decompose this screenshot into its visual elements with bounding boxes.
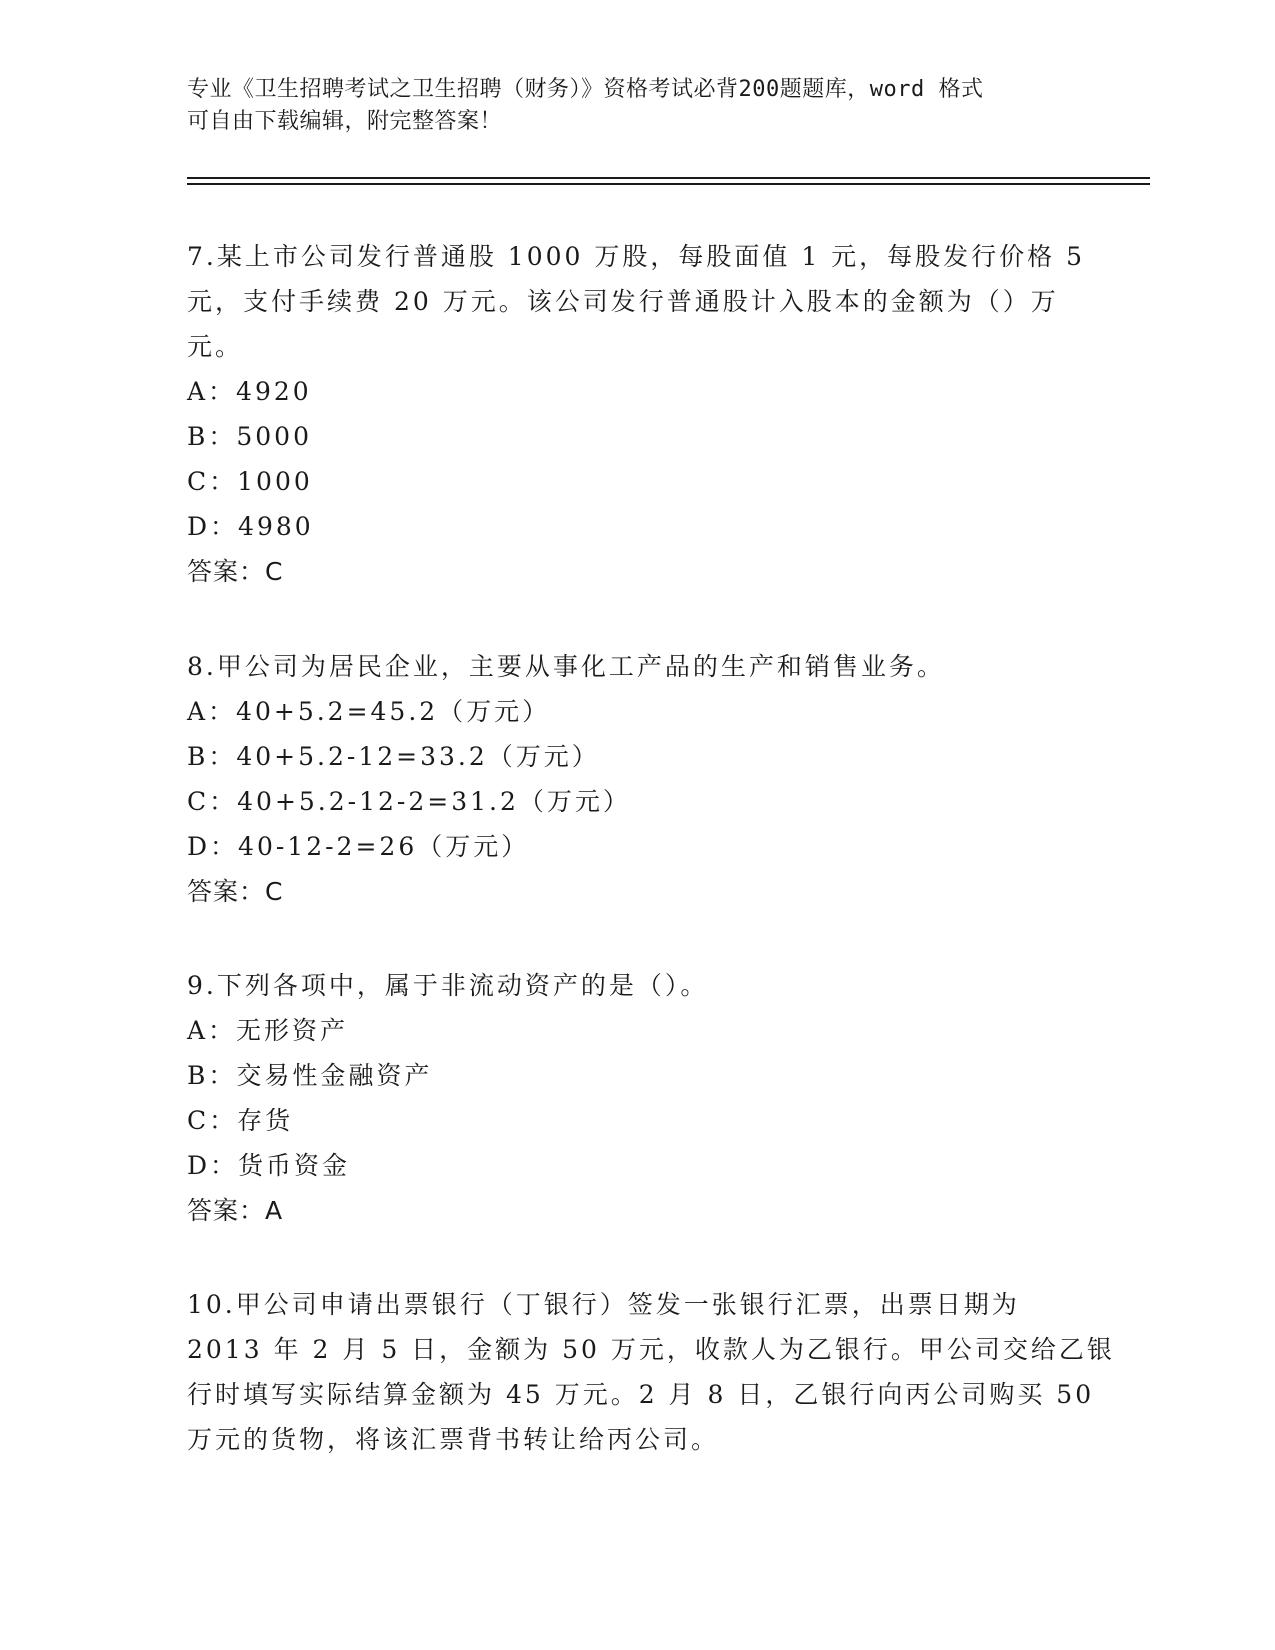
option-d: D：40-12-2=26（万元） (187, 832, 530, 861)
option-c: C：1000 (187, 467, 313, 496)
question-stem-line: 元。 (187, 332, 244, 361)
question-stem-line: 8.甲公司为居民企业，主要从事化工产品的生产和销售业务。 (187, 652, 945, 681)
question-7 (187, 234, 1087, 594)
question-10 (187, 1282, 1115, 1462)
option-b: B：交易性金融资产 (187, 1061, 433, 1090)
header-divider-bottom (187, 183, 1150, 185)
question-stem-line: 9.下列各项中，属于非流动资产的是（）。 (187, 971, 709, 1000)
answer-label: 答案：C (187, 877, 284, 906)
option-a: A：无形资产 (187, 1016, 349, 1045)
answer-label: 答案：A (187, 1196, 284, 1225)
header-divider-top (187, 177, 1150, 179)
option-a: A：4920 (187, 377, 312, 406)
option-a: A：40+5.2=45.2（万元） (187, 697, 551, 726)
question-8 (187, 644, 1087, 914)
document-header (187, 74, 1067, 138)
header-title-line-1: 专业《卫生招聘考试之卫生招聘（财务）》资格考试必背200题题库，word 格式 (187, 77, 984, 102)
option-d: D：货币资金 (187, 1151, 351, 1180)
option-b: B：40+5.2-12=33.2（万元） (187, 742, 600, 771)
question-stem-line: 元，支付手续费 20 万元。该公司发行普通股计入股本的金额为（）万 (187, 287, 1059, 316)
option-d: D：4980 (187, 512, 314, 541)
option-c: C：存货 (187, 1106, 294, 1135)
option-b: B：5000 (187, 422, 312, 451)
question-stem-line: 万元的货物，将该汇票背书转让给丙公司。 (187, 1425, 720, 1454)
answer-label: 答案：C (187, 557, 284, 586)
question-stem-line: 7.某上市公司发行普通股 1000 万股，每股面值 1 元，每股发行价格 5 (187, 242, 1086, 271)
question-stem-line: 10.甲公司申请出票银行（丁银行）签发一张银行汇票，出票日期为 (187, 1290, 1020, 1319)
question-9 (187, 963, 1087, 1233)
option-c: C：40+5.2-12-2=31.2（万元） (187, 787, 631, 816)
header-title-line-2: 可自由下载编辑，附完整答案！ (187, 109, 503, 134)
question-stem-line: 2013 年 2 月 5 日，金额为 50 万元，收款人为乙银行。甲公司交给乙银 (187, 1335, 1115, 1364)
question-stem-line: 行时填写实际结算金额为 45 万元。2 月 8 日，乙银行向丙公司购买 50 (187, 1380, 1095, 1409)
